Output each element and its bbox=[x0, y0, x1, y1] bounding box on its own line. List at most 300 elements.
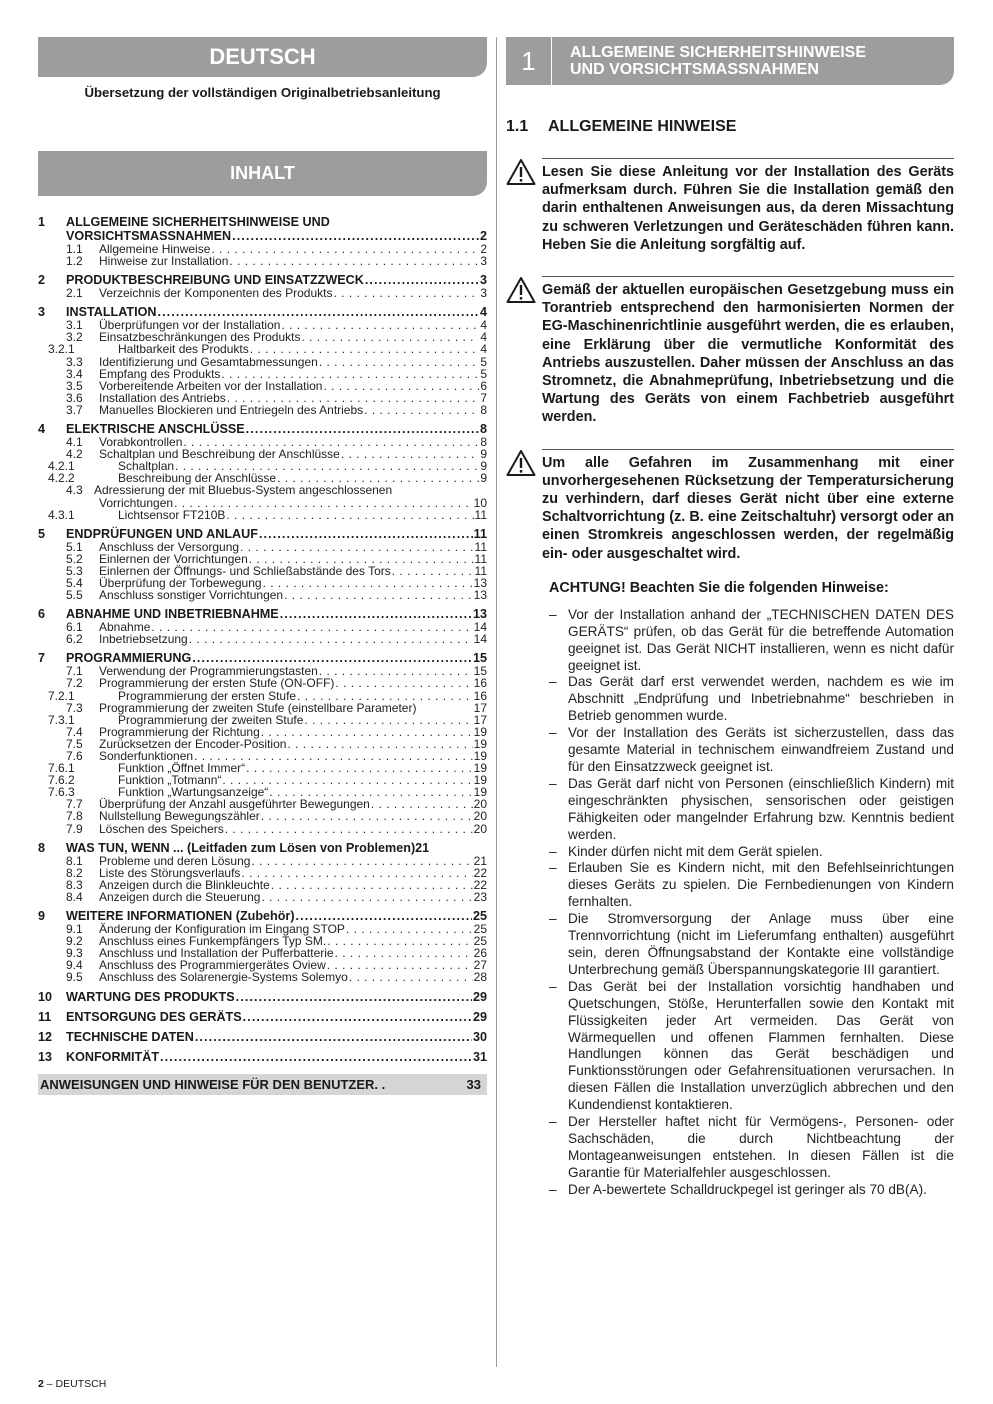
toc-sub-title: Anschluss des Programmiergerätes Oview bbox=[99, 958, 326, 973]
footer-language: DEUTSCH bbox=[55, 1378, 107, 1390]
toc-chapter-number: 13 bbox=[38, 1049, 53, 1064]
toc-leader bbox=[229, 255, 479, 267]
list-item bbox=[549, 1182, 954, 1199]
toc-page: 21 bbox=[415, 840, 430, 855]
toc-page: 9 bbox=[480, 471, 487, 486]
toc-leader bbox=[365, 273, 479, 287]
list-item-text: Der A-bewertete Schalldruckpegel ist geringer als 70 dB(A). bbox=[568, 1181, 927, 1197]
toc-sub-number: 5.1 bbox=[66, 539, 83, 554]
toc-page: 20 bbox=[473, 821, 487, 836]
toc-sub-number: 5.3 bbox=[66, 563, 83, 578]
toc-page: 25 bbox=[472, 909, 487, 924]
toc-page: 21 bbox=[473, 853, 487, 868]
toc-page: 20 bbox=[473, 797, 487, 812]
toc-chapter bbox=[38, 527, 487, 601]
toc-sub-number: 5.5 bbox=[66, 588, 83, 603]
toc-entry[interactable] bbox=[38, 971, 487, 983]
list-item-text: Vor der Installation anhand der „TECHNISCHEN DATEN DES GERÄTS“ prüfen, ob das Gerät für die betreffende Automation geeignet ist. Das Gerät NICHT installieren, wenn es nicht dafür geeignet ist. bbox=[568, 606, 954, 673]
toc-leader bbox=[341, 448, 479, 460]
toc-entry[interactable] bbox=[38, 497, 487, 509]
toc-sub-title: Programmierung der Richtung bbox=[99, 724, 260, 739]
toc-sub-title: Anschluss und Installation der Pufferbatterie bbox=[99, 946, 334, 961]
toc-title-bar: INHALT bbox=[38, 151, 487, 196]
toc-page: 4 bbox=[480, 330, 487, 345]
toc-sub-title: Manuelles Blockieren und Entriegeln des Antriebs bbox=[99, 402, 364, 417]
list-dash: – bbox=[549, 606, 557, 622]
attention-heading: ACHTUNG! Beachten Sie die folgenden Hinweise: bbox=[549, 579, 889, 596]
toc-sub-number: 3.5 bbox=[66, 378, 83, 393]
toc-sub-number: 7.2 bbox=[66, 676, 83, 691]
toc-entry[interactable] bbox=[38, 677, 487, 689]
toc-entry[interactable] bbox=[38, 589, 487, 601]
toc-sub-title: Haltbarkeit des Produkts bbox=[118, 342, 249, 357]
toc-leader bbox=[335, 947, 473, 959]
toc-leader bbox=[240, 541, 473, 553]
user-section-page: 33 bbox=[466, 1076, 481, 1092]
footer-separator: – bbox=[43, 1378, 56, 1390]
toc-entry[interactable] bbox=[38, 607, 487, 621]
toc-sub-title: Liste des Störungsverlaufs bbox=[99, 865, 241, 880]
toc-sub-number: 2.1 bbox=[66, 286, 83, 301]
toc-sub-number: 9.4 bbox=[66, 958, 83, 973]
toc-page: 16 bbox=[473, 688, 487, 703]
toc-sub-title: Überprüfung der Anzahl ausgeführter Bewegungen bbox=[99, 797, 370, 812]
toc-page: 19 bbox=[473, 724, 487, 739]
toc-sub-number: 9.5 bbox=[66, 970, 83, 985]
toc-sub-number: 3.6 bbox=[66, 390, 83, 405]
toc-entry[interactable] bbox=[38, 855, 487, 867]
toc-leader bbox=[327, 935, 472, 947]
toc-leader bbox=[280, 607, 472, 621]
toc-sub-title: Einsatzbeschränkungen des Produkts bbox=[99, 330, 301, 345]
toc-page: 29 bbox=[472, 989, 487, 1004]
list-item-text: Der Hersteller haftet nicht für Vermögens-, Personen- oder Sachschäden, die durch Nichtbeachtung der Montageanweisungen entstehen. In diesen Fällen ist die Garantie für Materialfehler ausgeschlossen. bbox=[568, 1114, 954, 1180]
toc-entry[interactable] bbox=[38, 1010, 487, 1024]
list-item bbox=[549, 607, 954, 675]
warning-text: Gemäß der aktuellen europäischen Gesetzgebung muss ein Torantrieb entsprechend den harmonisierten Normen der EG-Maschinenrichtlinie ausgeführt werden, die es erlauben, eine Erklärung über die vermutliche Konformität des Antriebs auszustellen. Daher müssen der Anschluss an das Stromnetz, die Abnahmeprüfung, Inbetriebsetzung und die Wartung des Geräts von einem Fachbetrieb ausgeführt werden. bbox=[542, 276, 954, 427]
toc-sub-title: Programmierung der zweiten Stufe bbox=[118, 712, 304, 727]
toc-page: 14 bbox=[473, 632, 487, 647]
toc-leader bbox=[271, 879, 473, 891]
toc-page: 15 bbox=[473, 664, 487, 679]
toc-page: 17 bbox=[473, 700, 487, 715]
warning-icon bbox=[506, 158, 542, 254]
list-item bbox=[549, 911, 954, 979]
toc-sub-title: Anschluss eines Funkempfängers Typ SM. bbox=[99, 934, 327, 949]
toc-sub-number: 1.1 bbox=[66, 242, 83, 256]
toc-sub-title: Lichtsensor FT210B bbox=[118, 507, 226, 522]
toc-sub-title: Nullstellung Bewegungszähler bbox=[99, 809, 260, 824]
toc-chapter-number: 6 bbox=[38, 607, 46, 622]
toc-sub-number: 7.2.1 bbox=[48, 688, 75, 703]
toc-sub-title: Probleme und deren Lösung bbox=[99, 853, 251, 868]
toc-leader bbox=[189, 633, 473, 645]
toc-sub-number: 3.2.1 bbox=[48, 342, 75, 357]
toc-sub-title: Funktion „Öffnet Immer“ bbox=[118, 761, 246, 776]
list-item bbox=[549, 776, 954, 844]
toc-page: 19 bbox=[473, 773, 487, 788]
toc-sub-number: 7.9 bbox=[66, 821, 83, 836]
toc-entry[interactable] bbox=[38, 714, 487, 726]
toc-chapter bbox=[38, 909, 487, 983]
user-section-bar[interactable] bbox=[38, 1074, 487, 1095]
toc-page: 19 bbox=[473, 761, 487, 776]
toc-sub-title: Anschluss des Solarenergie-Systems Solemyo bbox=[99, 970, 348, 985]
toc-page: 8 bbox=[480, 402, 487, 417]
toc-chapter-number: 5 bbox=[38, 526, 46, 541]
chapter-title-line: ALLGEMEINE SICHERHEITSHINWEISE bbox=[570, 44, 867, 61]
toc-chapter-number: 4 bbox=[38, 422, 46, 437]
toc-leader bbox=[251, 855, 472, 867]
toc-page: 27 bbox=[473, 958, 487, 973]
list-item bbox=[549, 979, 954, 1114]
toc-page: 11 bbox=[474, 539, 487, 554]
toc-sub-title: Sonderfunktionen bbox=[99, 749, 194, 763]
toc-page: 19 bbox=[473, 785, 487, 800]
toc-page: 10 bbox=[473, 495, 487, 510]
list-item-text: Das Gerät darf erst verwendet werden, nachdem es wie im Abschnitt „Endprüfung und Inbetriebnahme“ beschrieben in Betrieb genommen wurde. bbox=[568, 674, 954, 724]
toc-sub-number: 9.2 bbox=[66, 934, 83, 949]
toc-sub-title: Funktion „Totmann“ bbox=[118, 773, 222, 788]
user-section-title: ANWEISUNGEN UND HINWEISE FÜR DEN BENUTZER. . bbox=[40, 1076, 386, 1092]
toc-chapter bbox=[38, 215, 487, 267]
toc-sub-number: 4.2 bbox=[66, 447, 83, 462]
toc-sub-number: 4.3.1 bbox=[48, 507, 75, 522]
toc-leader bbox=[151, 621, 472, 633]
toc-sub-title: Allgemeine Hinweise bbox=[99, 242, 211, 256]
toc-chapter bbox=[38, 1050, 487, 1064]
toc-sub-title: Anschluss der Versorgung bbox=[99, 539, 240, 554]
toc-leader bbox=[241, 867, 472, 879]
toc-sub-number: 3.1 bbox=[66, 318, 83, 333]
toc-sub-number: 8.4 bbox=[66, 889, 83, 904]
toc-sub-title: Anzeigen durch die Steuerung bbox=[99, 889, 261, 904]
toc-leader bbox=[246, 762, 472, 774]
toc-page: 2 bbox=[479, 229, 487, 243]
toc-page: 26 bbox=[473, 946, 487, 961]
toc-entry[interactable] bbox=[38, 823, 487, 835]
toc-sub-title: Hinweise zur Installation bbox=[99, 254, 229, 269]
toc-entry[interactable] bbox=[38, 404, 487, 416]
toc-leader bbox=[319, 356, 480, 368]
toc-chapter-title: ENDPRÜFUNGEN UND ANLAUF bbox=[66, 526, 258, 541]
list-item bbox=[549, 725, 954, 776]
toc-page: 20 bbox=[473, 809, 487, 824]
toc-sub-title: Abnahme bbox=[99, 620, 151, 635]
toc-chapter-title: KONFORMITÄT bbox=[66, 1049, 160, 1064]
warning-block bbox=[506, 158, 954, 254]
toc-page: 29 bbox=[472, 1009, 487, 1024]
toc-leader bbox=[349, 971, 473, 983]
toc-sub-title: Überprüfungen vor der Installation bbox=[99, 318, 281, 333]
toc-entry[interactable] bbox=[38, 305, 487, 319]
toc-entry[interactable] bbox=[38, 990, 487, 1004]
list-dash: – bbox=[549, 860, 557, 876]
toc-page: 3 bbox=[480, 286, 487, 301]
toc-page: 8 bbox=[480, 435, 487, 450]
list-item-text: Vor der Installation des Geräts ist sicherzustellen, dass das gesamte Material in technischem einwandfreiem Zustand und für den Einsatzzweck geeignet ist. bbox=[568, 725, 954, 775]
toc-entry[interactable] bbox=[38, 891, 487, 903]
toc-page: 9 bbox=[480, 447, 487, 462]
toc-leader bbox=[281, 319, 479, 331]
toc-chapter-title: ENTSORGUNG DES GERÄTS bbox=[66, 1009, 242, 1024]
column-divider bbox=[496, 37, 497, 1367]
toc-page: 3 bbox=[479, 273, 487, 288]
document-subtitle: Übersetzung der vollständigen Originalbetriebsanleitung bbox=[84, 85, 441, 100]
toc-chapter-number: 2 bbox=[38, 273, 46, 288]
toc-entry[interactable] bbox=[38, 527, 487, 541]
toc-leader bbox=[284, 589, 473, 601]
toc-entry[interactable] bbox=[38, 509, 487, 521]
toc-sub-title: Vorrichtungen bbox=[99, 495, 174, 510]
toc-leader bbox=[301, 331, 479, 343]
toc-sub-number: 8.3 bbox=[66, 877, 83, 892]
toc-leader bbox=[243, 1010, 472, 1024]
warnings-list bbox=[506, 158, 954, 563]
language-title-bar: DEUTSCH bbox=[38, 37, 487, 77]
toc-leader bbox=[296, 909, 472, 923]
toc-entry[interactable] bbox=[38, 343, 487, 355]
toc-chapter bbox=[38, 422, 487, 521]
section-title: ALLGEMEINE HINWEISE bbox=[548, 118, 737, 135]
toc-entry[interactable] bbox=[38, 690, 487, 702]
toc-page: 13 bbox=[473, 575, 487, 590]
toc-sub-title: Programmierung der zweiten Stufe (einstellbare Parameter) bbox=[99, 700, 417, 715]
toc-page: 22 bbox=[473, 877, 487, 892]
toc-sub-title: Anzeigen durch die Blinkleuchte bbox=[99, 877, 270, 892]
toc-sub-number: 4.2.2 bbox=[48, 471, 75, 486]
toc-leader bbox=[192, 651, 472, 665]
toc-leader bbox=[327, 959, 473, 971]
toc-sub-number: 7.5 bbox=[66, 736, 83, 751]
toc-leader bbox=[263, 577, 473, 589]
toc-entry[interactable] bbox=[38, 1050, 487, 1064]
toc-sub-number: 8.1 bbox=[66, 853, 83, 868]
toc-sub-number: 7.6 bbox=[66, 749, 83, 763]
toc-chapter-number: 3 bbox=[38, 305, 46, 320]
toc-sub-title: Programmierung der ersten Stufe (ON-OFF) bbox=[99, 676, 335, 691]
toc-sub-number: 7.3.1 bbox=[48, 712, 75, 727]
toc-entry[interactable] bbox=[38, 422, 487, 436]
toc-leader bbox=[333, 287, 479, 299]
toc-chapter bbox=[38, 841, 487, 903]
toc-sub-title: Identifizierung und Gesamtabmessungen bbox=[99, 354, 318, 369]
toc-chapter-title: INSTALLATION bbox=[66, 305, 157, 320]
list-dash: – bbox=[549, 775, 557, 791]
toc-sub-title: Einlernen der Öffnungs- und Schließabstände des Tors bbox=[99, 563, 391, 578]
toc-entry[interactable] bbox=[38, 448, 487, 460]
toc-sub-title: Beschreibung der Anschlüsse bbox=[118, 471, 277, 486]
toc-leader bbox=[287, 738, 472, 750]
toc-page: 7 bbox=[480, 390, 487, 405]
list-item bbox=[549, 860, 954, 911]
list-item bbox=[549, 674, 954, 725]
toc-entry-line[interactable] bbox=[38, 484, 487, 496]
toc-sub-number: 4.3 bbox=[66, 483, 83, 498]
toc-page: 23 bbox=[473, 889, 487, 904]
toc-entry[interactable] bbox=[38, 229, 487, 243]
list-dash: – bbox=[549, 674, 557, 690]
toc-entry[interactable] bbox=[38, 541, 487, 553]
toc-entry[interactable] bbox=[38, 762, 487, 774]
toc-leader bbox=[226, 509, 473, 521]
toc-entry[interactable] bbox=[38, 287, 487, 299]
toc-page: 15 bbox=[472, 651, 487, 666]
toc-entry[interactable] bbox=[38, 633, 487, 645]
list-dash: – bbox=[549, 725, 557, 741]
toc-chapter-title: TECHNISCHE DATEN bbox=[66, 1029, 194, 1044]
toc-sub-title: Funktion „Wartungsanzeige“ bbox=[118, 785, 269, 800]
toc-leader bbox=[221, 368, 479, 380]
section-heading bbox=[506, 118, 954, 136]
notes-list bbox=[549, 607, 954, 1199]
chapter-header bbox=[506, 37, 954, 85]
toc-chapter-title: WEITERE INFORMATIONEN (Zubehör) bbox=[66, 909, 295, 924]
toc-page: 11 bbox=[474, 551, 487, 566]
toc-leader bbox=[335, 677, 472, 689]
toc-sub-number: 4.2.1 bbox=[48, 459, 75, 474]
toc-sub-title: Vorabkontrollen bbox=[99, 435, 183, 450]
list-item bbox=[549, 1114, 954, 1182]
toc-chapter bbox=[38, 607, 487, 645]
toc-page: 5 bbox=[480, 354, 487, 369]
toc-leader bbox=[297, 690, 473, 702]
toc-entry[interactable] bbox=[38, 810, 487, 822]
toc-chapter-number: 9 bbox=[38, 909, 46, 924]
toc-page: 30 bbox=[472, 1029, 487, 1044]
toc-chapter-number: 11 bbox=[38, 1009, 52, 1024]
page-footer bbox=[38, 1378, 106, 1390]
toc-entry[interactable] bbox=[38, 255, 487, 267]
toc-leader bbox=[304, 714, 472, 726]
toc-entry[interactable] bbox=[38, 702, 487, 714]
toc-leader bbox=[225, 823, 473, 835]
toc-sub-title: Verzeichnis der Komponenten des Produkts bbox=[99, 286, 333, 301]
toc-sub-number: 6.1 bbox=[66, 620, 83, 635]
list-item bbox=[549, 844, 954, 861]
toc-sub-number: 7.6.3 bbox=[48, 785, 75, 800]
toc-entry[interactable] bbox=[38, 651, 487, 665]
toc-sub-number: 7.6.2 bbox=[48, 773, 75, 788]
toc-chapter bbox=[38, 990, 487, 1004]
toc-entry-line[interactable] bbox=[38, 215, 487, 229]
toc-chapter-title: PRODUKTBESCHREIBUNG UND EINSATZZWECK bbox=[66, 273, 364, 288]
toc-sub-number: 7.1 bbox=[66, 664, 83, 679]
toc-entry[interactable] bbox=[38, 841, 487, 855]
toc-page: 5 bbox=[480, 366, 487, 381]
toc-page: 22 bbox=[473, 865, 487, 880]
toc-chapter bbox=[38, 305, 487, 416]
toc-sub-title: Schaltplan und Beschreibung der Anschlüsse bbox=[99, 447, 340, 462]
toc-sub-title: Adressierung der mit Bluebus-System angeschlossenen bbox=[94, 483, 393, 498]
toc-sub-title: Löschen des Speichers bbox=[99, 821, 224, 836]
toc-leader bbox=[323, 380, 479, 392]
warning-text: Um alle Gefahren im Zusammenhang mit einer unvorhergesehenen Rücksetzung der Temperatursicherung zu verhindern, darf dieses Gerät nicht über eine externe Schaltvorrichtung (z. B. eine Zeitschaltuhr) versorgt oder an einen Stromkreis angeschlossen werden, der regelmäßig ein- oder ausgeschaltet wird. bbox=[542, 449, 954, 563]
toc-page: 11 bbox=[474, 507, 487, 522]
toc-sub-number: 9.3 bbox=[66, 946, 83, 961]
toc-sub-number: 6.2 bbox=[66, 632, 83, 647]
list-dash: – bbox=[549, 843, 557, 859]
toc-leader bbox=[261, 891, 472, 903]
toc-sub-number: 1.2 bbox=[66, 254, 83, 269]
toc-sub-title: Änderung der Konfiguration im Eingang STOP bbox=[99, 922, 345, 937]
toc-leader bbox=[250, 343, 480, 355]
toc-chapter bbox=[38, 651, 487, 834]
toc-leader bbox=[364, 404, 479, 416]
toc-sub-title: Anschluss sonstiger Vorrichtungen bbox=[99, 588, 284, 603]
table-of-contents bbox=[38, 215, 487, 1064]
toc-entry[interactable] bbox=[38, 750, 487, 762]
toc-sub-number: 9.1 bbox=[66, 922, 83, 937]
toc-leader bbox=[232, 229, 479, 243]
toc-leader bbox=[319, 665, 473, 677]
toc-leader bbox=[392, 565, 474, 577]
toc-leader bbox=[236, 990, 472, 1004]
toc-leader bbox=[246, 422, 479, 436]
list-item-text: Das Gerät darf nicht von Personen (einschließlich Kindern) mit eingeschränkten physischen, sensorischen oder geistigen Fähigkeiten oder mangelnder Erfahrung bzw. Kenntnis bedient werden. bbox=[568, 775, 954, 842]
section-number: 1.1 bbox=[506, 118, 529, 135]
toc-sub-number: 7.6.1 bbox=[48, 761, 75, 776]
toc-chapter-number: 10 bbox=[38, 989, 53, 1004]
toc-entry[interactable] bbox=[38, 368, 487, 380]
toc-sub-title: Zurücksetzen der Encoder-Position bbox=[99, 736, 287, 751]
toc-page: 19 bbox=[473, 736, 487, 751]
toc-page: 17 bbox=[473, 712, 487, 727]
list-item-text: Die Stromversorgung der Anlage muss über eine Trennvorrichtung (nicht im Lieferumfang enthalten) ausgeführt sein, deren Öffnungsabstand der Kontakte eine vollständige Unterbrechung gemäß Überspannungskategorie III garantiert. bbox=[568, 911, 954, 977]
toc-chapter bbox=[38, 273, 487, 299]
toc-sub-number: 3.3 bbox=[66, 354, 83, 369]
warning-icon bbox=[506, 449, 542, 563]
toc-page: 11 bbox=[473, 526, 487, 541]
toc-page: 19 bbox=[473, 749, 487, 763]
toc-leader bbox=[174, 497, 473, 509]
toc-leader bbox=[346, 923, 473, 935]
toc-page: 25 bbox=[473, 922, 487, 937]
toc-leader bbox=[259, 527, 473, 541]
toc-chapter-title: ELEKTRISCHE ANSCHLÜSSE bbox=[66, 422, 245, 437]
toc-page: 8 bbox=[479, 422, 487, 437]
list-item-text: Kinder dürfen nicht mit dem Gerät spielen. bbox=[568, 843, 823, 859]
toc-chapter-title: ALLGEMEINE SICHERHEITSHINWEISE UND bbox=[66, 215, 330, 229]
toc-chapter-number: 12 bbox=[38, 1029, 53, 1044]
toc-entry[interactable] bbox=[38, 1030, 487, 1044]
toc-chapter-title: WAS TUN, WENN ... (Leitfaden zum Lösen von Problemen) bbox=[66, 840, 416, 855]
toc-chapter-title: PROGRAMMIERUNG bbox=[66, 651, 192, 666]
toc-sub-number: 3.2 bbox=[66, 330, 83, 345]
toc-chapter bbox=[38, 1030, 487, 1044]
toc-sub-title: Verwendung der Programmierungstasten bbox=[99, 664, 318, 679]
toc-entry[interactable] bbox=[38, 273, 487, 287]
toc-sub-title: Installation des Antriebs bbox=[99, 390, 226, 405]
toc-entry[interactable] bbox=[38, 909, 487, 923]
toc-chapter bbox=[38, 1010, 487, 1024]
toc-page: 2 bbox=[480, 242, 487, 256]
toc-entry[interactable] bbox=[38, 356, 487, 368]
toc-sub-title: Überprüfung der Torbewegung bbox=[99, 575, 262, 590]
toc-entry[interactable] bbox=[38, 331, 487, 343]
toc-leader bbox=[261, 726, 473, 738]
warning-text: Lesen Sie diese Anleitung vor der Installation des Geräts aufmerksam durch. Führen Sie die Installation gemäß den darin enthaltenen Anweisungen aus, da deren Missachtung zu schweren Verletzungen und Geräteschäden führen kann. Heben Sie die Anleitung sorgfältig auf. bbox=[542, 158, 954, 254]
toc-sub-title: Programmierung der ersten Stufe bbox=[118, 688, 297, 703]
toc-chapter-title: WARTUNG DES PRODUKTS bbox=[66, 989, 235, 1004]
toc-sub-number: 5.2 bbox=[66, 551, 83, 566]
toc-chapter-number: 8 bbox=[38, 840, 46, 855]
toc-sub-number: 7.8 bbox=[66, 809, 83, 824]
toc-page: 25 bbox=[473, 934, 487, 949]
toc-sub-number: 7.7 bbox=[66, 797, 83, 812]
toc-page: 4 bbox=[479, 305, 487, 320]
toc-page: 31 bbox=[472, 1049, 487, 1064]
